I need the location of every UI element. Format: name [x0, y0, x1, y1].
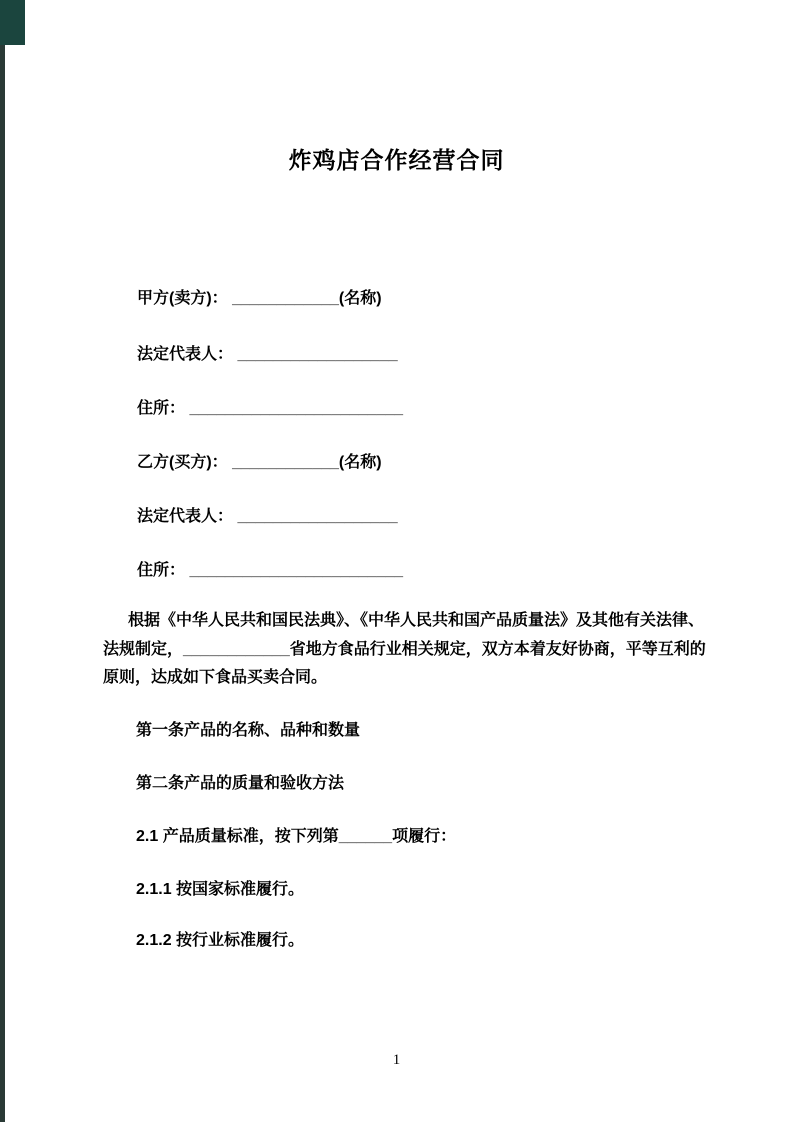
party-field-buyer-representative: 法定代表人： __________________: [137, 508, 398, 525]
preamble-line-1: 根据《中华人民共和国民法典》、《中华人民共和国产品质量法》及其他有关法律、: [128, 612, 705, 629]
clause-2-1-2: 2.1.2 按行业标准履行。: [136, 932, 305, 949]
clause-2-1: 2.1 产品质量标准，按下列第______项履行：: [136, 828, 457, 845]
preamble-line-2: 法规制定，____________省地方食品行业相关规定，双方本着友好协商，平等互利的: [103, 641, 706, 658]
party-field-buyer-address: 住所： ________________________: [137, 562, 404, 579]
scan-artifact-corner: [0, 0, 25, 45]
party-field-seller: 甲方(卖方)： ____________(名称): [137, 290, 382, 307]
party-field-seller-representative: 法定代表人： __________________: [137, 346, 398, 363]
clause-heading-1: 第一条产品的名称、品种和数量: [136, 722, 361, 739]
party-field-seller-address: 住所： ________________________: [137, 400, 404, 417]
party-field-buyer: 乙方(买方)： ____________(名称): [137, 454, 382, 471]
clause-heading-2: 第二条产品的质量和验收方法: [136, 775, 345, 792]
document-title: 炸鸡店合作经营合同: [288, 147, 505, 173]
preamble-line-3: 原则，达成如下食品买卖合同。: [103, 669, 328, 686]
clause-2-1-1: 2.1.1 按国家标准履行。: [136, 881, 305, 898]
page-number: 1: [392, 1052, 401, 1068]
